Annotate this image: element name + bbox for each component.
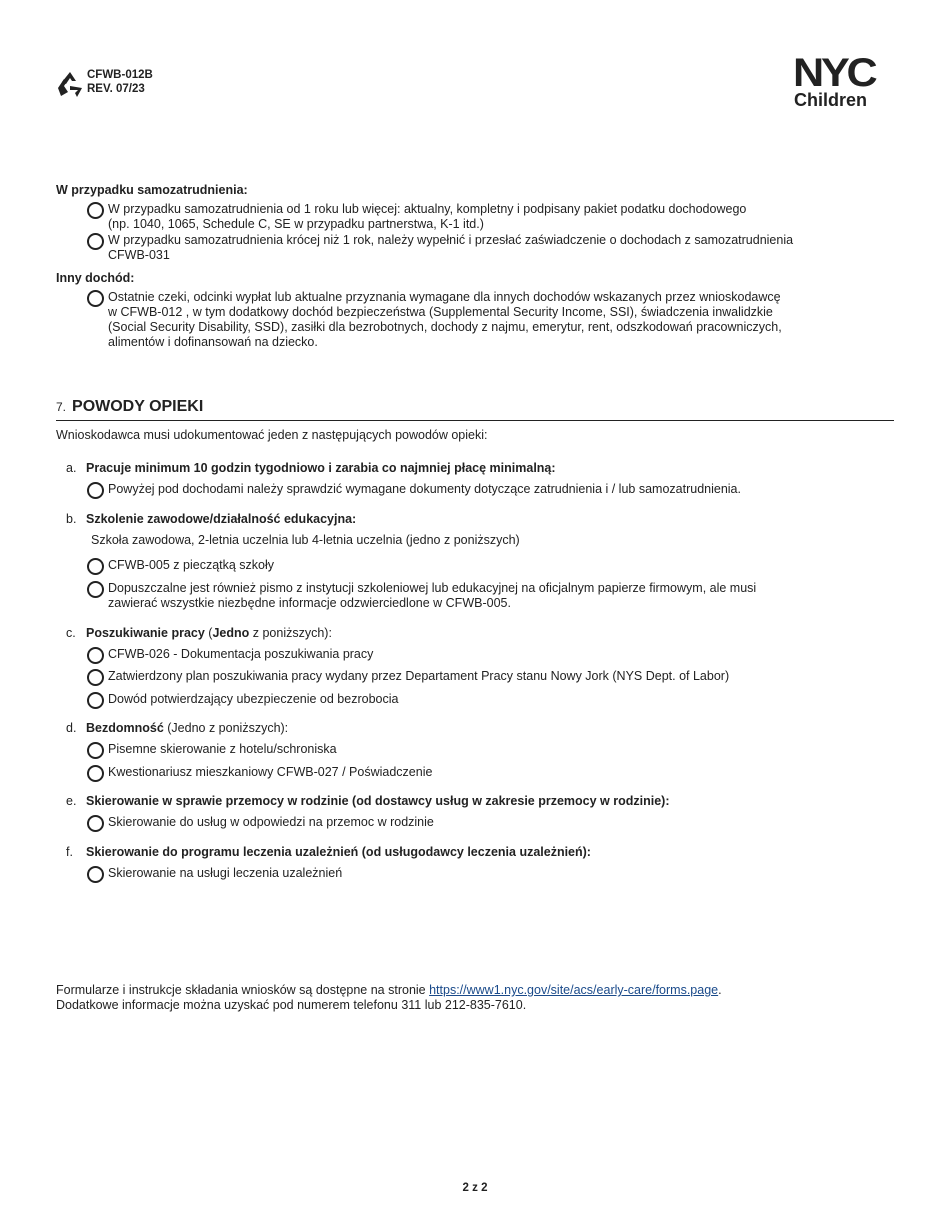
radio-circle-icon[interactable]: [87, 669, 104, 686]
item-c-option-2[interactable]: [87, 669, 867, 684]
form-code-block: [87, 68, 153, 96]
other-income-heading: Inny dochód:: [56, 271, 135, 285]
item-d-title-bold: Bezdomność: [86, 721, 164, 735]
logo-children-text: Children: [794, 90, 868, 110]
radio-circle-icon[interactable]: [87, 482, 104, 499]
item-a-title: Pracuje minimum 10 godzin tygodniowo i zarabia co najmniej płacę minimalną:: [86, 461, 556, 475]
radio-circle-icon[interactable]: [87, 233, 104, 250]
radio-circle-icon[interactable]: [87, 742, 104, 759]
option-text-line: Ostatnie czeki, odcinki wypłat lub aktualne przyznania wymagane dla innych dochodów wskazanych przez wnioskodawcę: [108, 290, 781, 304]
form-code: CFWB-012B: [87, 69, 153, 81]
item-a-label: a.: [66, 461, 77, 475]
option-text: Kwestionariusz mieszkaniowy CFWB-027 / Poświadczenie: [108, 765, 433, 779]
radio-circle-icon[interactable]: [87, 815, 104, 832]
section-number: 7.: [56, 400, 67, 414]
section-title: POWODY OPIEKI: [72, 398, 204, 415]
forms-page-link[interactable]: https://www1.nyc.gov/site/acs/early-care/forms.page: [429, 983, 719, 997]
option-text: Dowód potwierdzający ubezpieczenie od bezrobocia: [108, 692, 399, 706]
item-c-title-bold2: Jedno: [212, 626, 250, 640]
other-income-option[interactable]: [87, 290, 867, 350]
option-text-line: w CFWB-012 , w tym dodatkowy dochód bezpieczeństwa (Supplemental Security Income, SSI), świadczenia inwalidzkie: [108, 305, 773, 319]
self-employment-option-1[interactable]: [87, 202, 867, 232]
option-text-line: W przypadku samozatrudnienia od 1 roku lub więcej: aktualny, kompletny i podpisany pakiet podatku dochodowego: [108, 202, 747, 216]
option-text-line: (np. 1040, 1065, Schedule C, SE w przypadku partnerstwa, K-1 itd.): [108, 217, 484, 231]
footer-text: Formularze i instrukcje składania wniosków są dostępne na stronie: [56, 983, 430, 997]
item-d-option-1[interactable]: [87, 742, 867, 757]
option-text: Zatwierdzony plan poszukiwania pracy wydany przez Departament Pracy stanu Nowy Jork (NYS Dept. of Labor): [108, 669, 730, 683]
radio-circle-icon[interactable]: [87, 202, 104, 219]
option-text: Skierowanie na usługi leczenia uzależnień: [108, 866, 343, 880]
option-text-line: zawierać wszystkie niezbędne informacje odzwierciedlone w CFWB-005.: [108, 596, 511, 610]
item-c-label: c.: [66, 626, 76, 640]
recycle-icon: [56, 70, 84, 98]
radio-circle-icon[interactable]: [87, 558, 104, 575]
item-b-option-2[interactable]: [87, 581, 867, 611]
item-c-title-rest: z poniższych):: [249, 626, 332, 640]
section-7-header: [56, 398, 894, 421]
self-employment-heading: W przypadku samozatrudnienia:: [56, 183, 248, 197]
item-b-option-1[interactable]: [87, 558, 867, 573]
item-e-option[interactable]: [87, 815, 867, 830]
footer-text-end: .: [718, 983, 722, 997]
page-number: 2 z 2: [462, 1182, 488, 1194]
item-f-label: f.: [66, 845, 73, 859]
nyc-children-logo: [793, 51, 893, 110]
radio-circle-icon[interactable]: [87, 866, 104, 883]
footer-line-2: Dodatkowe informacje można uzyskać pod numerem telefonu 311 lub 212-835-7610.: [56, 998, 527, 1012]
section-7-intro: Wnioskodawca musi udokumentować jeden z następujących powodów opieki:: [56, 428, 488, 442]
item-d-title: [86, 721, 288, 735]
logo-nyc-text: NYC: [793, 51, 875, 95]
item-a-option[interactable]: [87, 482, 867, 497]
option-text-line: (Social Security Disability, SSD), zasiłki dla bezrobotnych, dochody z najmu, emerytur, rent, odszkodowań pracowniczych,: [108, 320, 782, 334]
footer-info: [56, 983, 722, 1013]
option-text: CFWB-026 - Dokumentacja poszukiwania pracy: [108, 647, 374, 661]
option-text-line: Dopuszczalne jest również pismo z instytucji szkoleniowej lub edukacyjnej na oficjalnym papierze firmowym, ale musi: [108, 581, 757, 595]
item-e-title: Skierowanie w sprawie przemocy w rodzinie (od dostawcy usług w zakresie przemocy w rodzinie):: [86, 794, 670, 808]
radio-circle-icon[interactable]: [87, 290, 104, 307]
item-f-title: Skierowanie do programu leczenia uzależnień (od usługodawcy leczenia uzależnień):: [86, 845, 591, 859]
option-text: Skierowanie do usług w odpowiedzi na przemoc w rodzinie: [108, 815, 434, 829]
item-b-subtitle: Szkoła zawodowa, 2-letnia uczelnia lub 4-letnia uczelnia (jedno z poniższych): [91, 533, 520, 547]
item-d-option-2[interactable]: [87, 765, 867, 780]
item-c-title: [86, 626, 332, 640]
option-text: Powyżej pod dochodami należy sprawdzić wymagane dokumenty dotyczące zatrudnienia i / lub samozatrudnienia.: [108, 482, 741, 496]
item-c-title-bold: Poszukiwanie pracy: [86, 626, 205, 640]
radio-circle-icon[interactable]: [87, 765, 104, 782]
option-text-line: CFWB-031: [108, 248, 170, 262]
item-e-label: e.: [66, 794, 77, 808]
form-revision: REV. 07/23: [87, 83, 145, 95]
radio-circle-icon[interactable]: [87, 692, 104, 709]
radio-circle-icon[interactable]: [87, 647, 104, 664]
option-text: CFWB-005 z pieczątką szkoły: [108, 558, 275, 572]
item-d-title-rest: (Jedno z poniższych):: [163, 721, 289, 735]
footer-line-1: [56, 983, 722, 998]
item-f-option[interactable]: [87, 866, 867, 881]
item-d-label: d.: [66, 721, 77, 735]
item-c-option-1[interactable]: [87, 647, 867, 662]
item-c-option-3[interactable]: [87, 692, 867, 707]
option-text-line: alimentów i dofinansowań na dziecko.: [108, 335, 318, 349]
radio-circle-icon[interactable]: [87, 581, 104, 598]
option-text-line: W przypadku samozatrudnienia krócej niż 1 rok, należy wypełnić i przesłać zaświadczenie o dochodach z samozatrudnienia: [108, 233, 794, 247]
option-text: Pisemne skierowanie z hotelu/schroniska: [108, 742, 337, 756]
item-c-title-paren: (: [204, 626, 213, 640]
item-b-title: Szkolenie zawodowe/działalność edukacyjna:: [86, 512, 357, 526]
item-b-label: b.: [66, 512, 77, 526]
self-employment-option-2[interactable]: [87, 233, 867, 263]
